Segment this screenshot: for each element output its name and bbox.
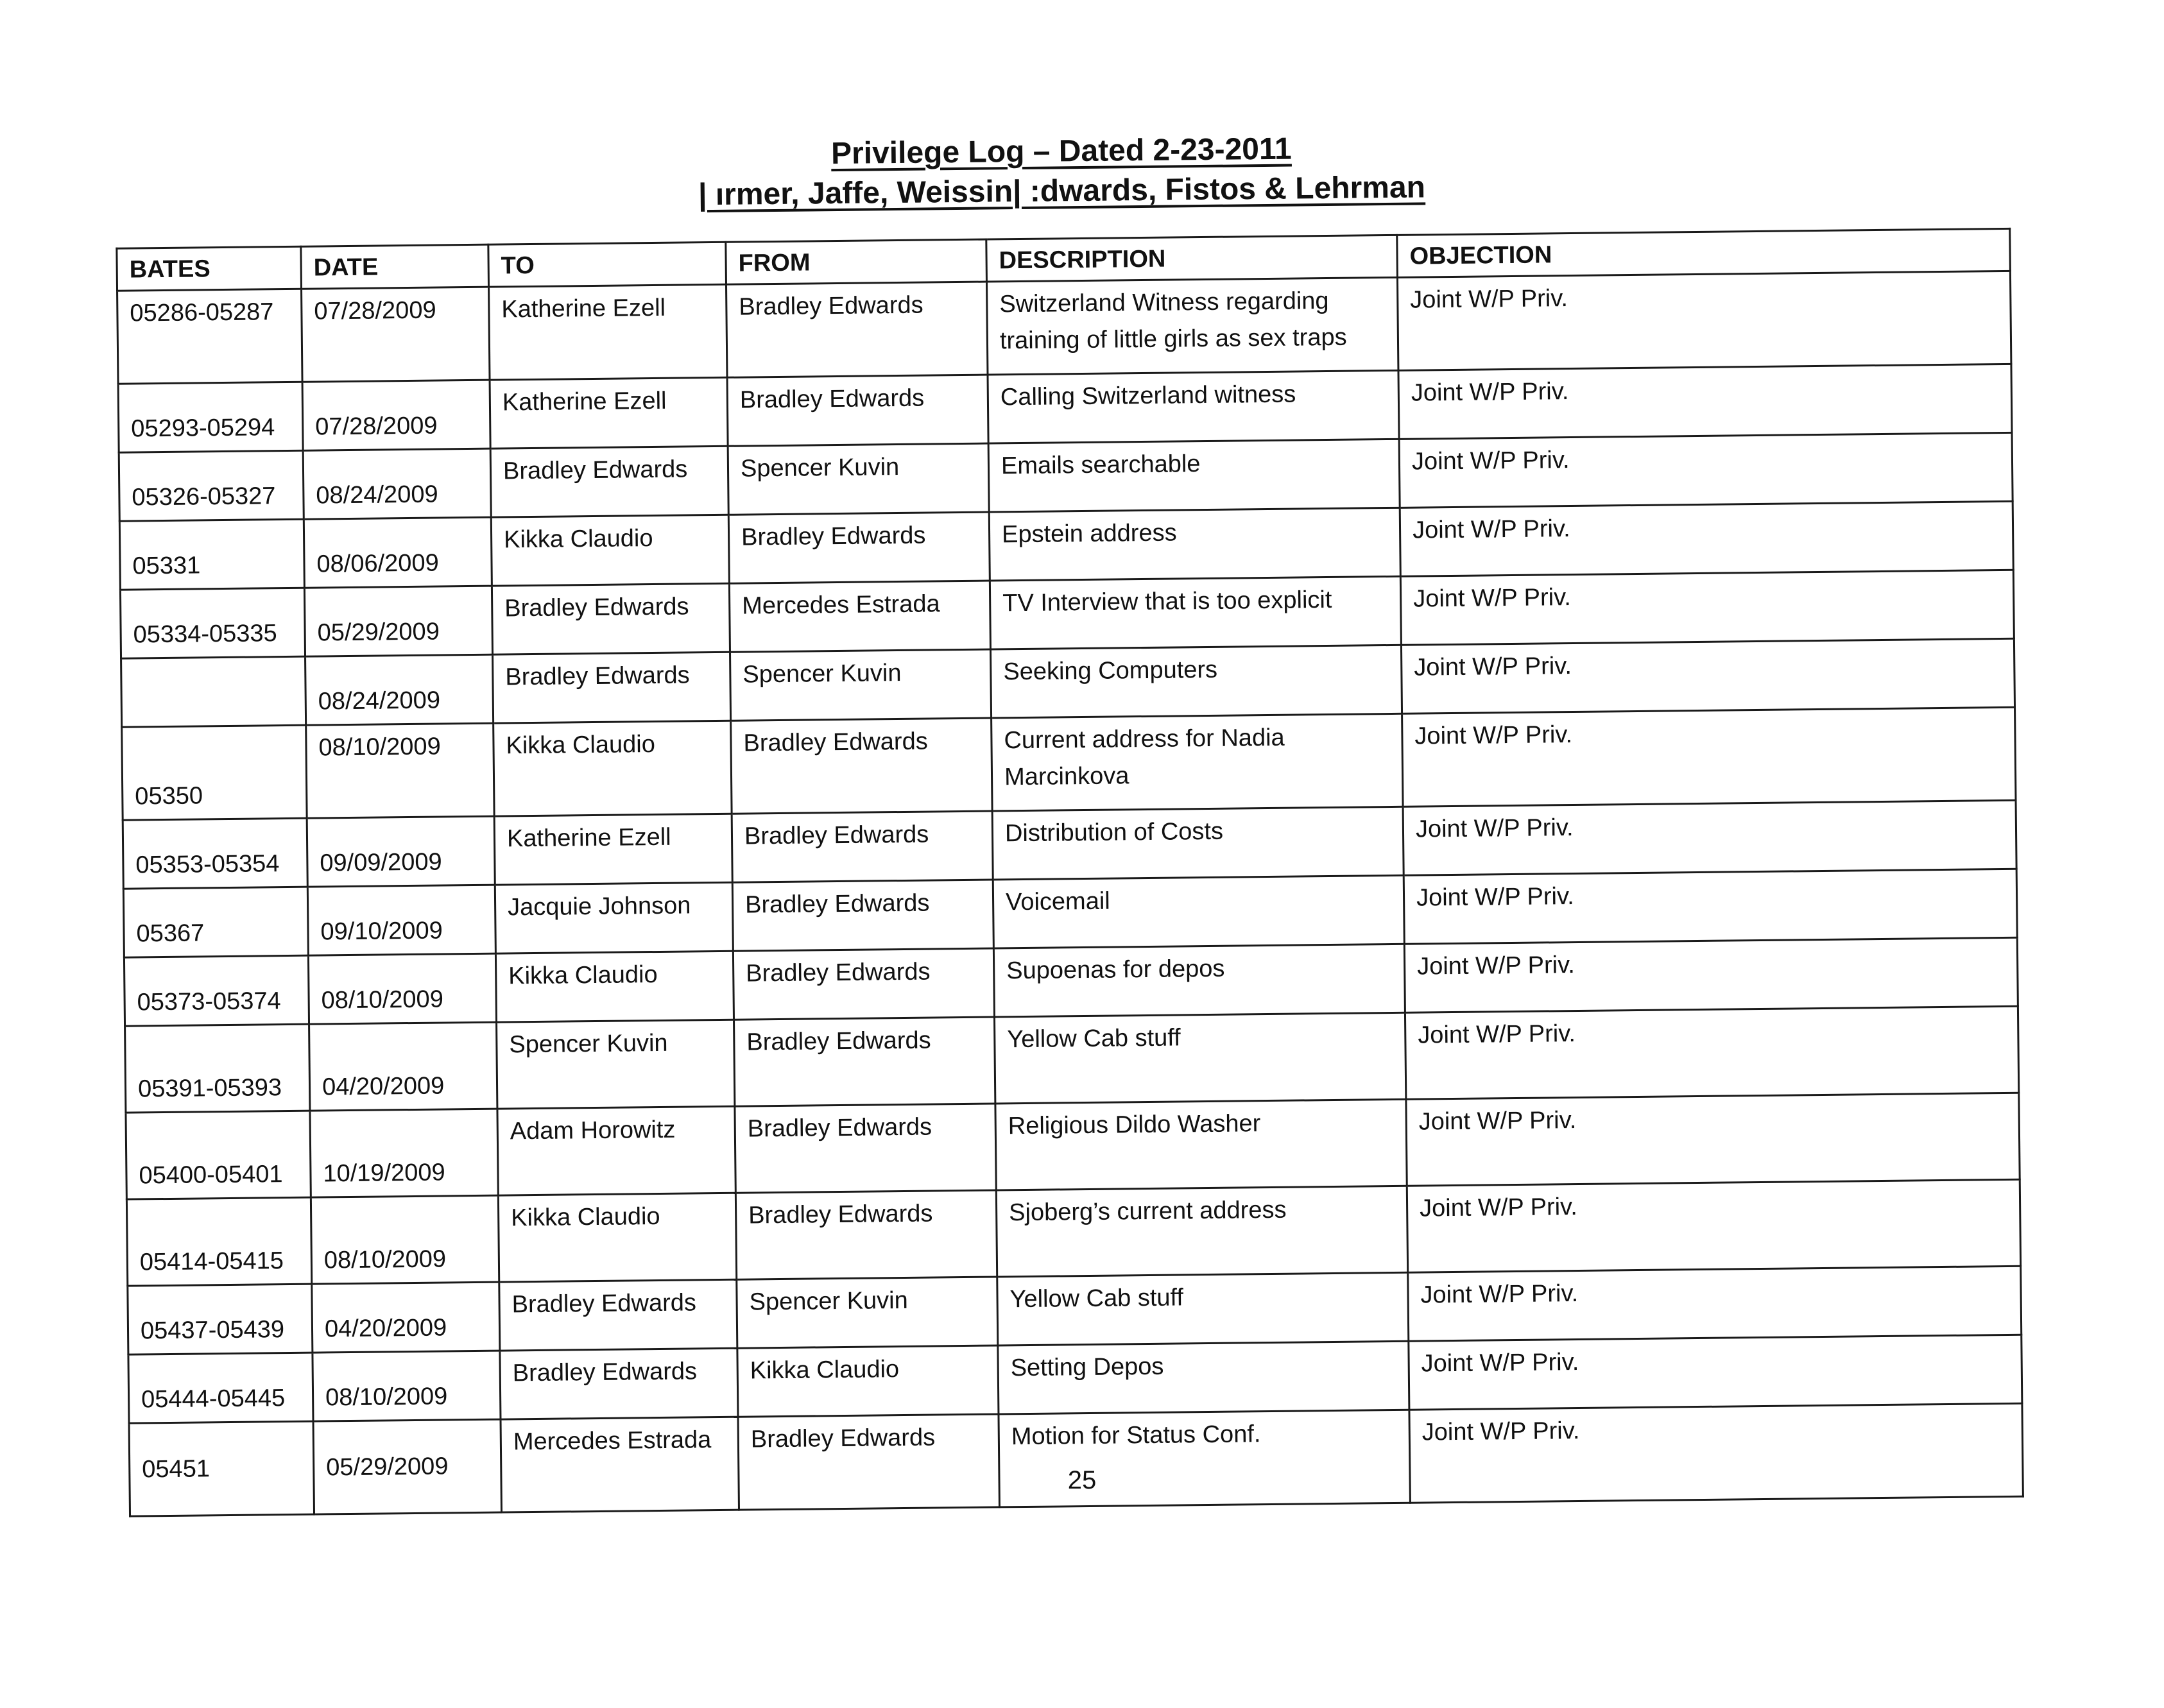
- cell-from: Bradley Edwards: [732, 811, 993, 882]
- cell-description: Religious Dildo Washer: [995, 1099, 1407, 1190]
- cell-from: Bradley Edwards: [726, 282, 987, 377]
- cell-date: 08/24/2009: [305, 654, 494, 725]
- cell-objection: Joint W/P Priv.: [1405, 1006, 2018, 1099]
- cell-objection: Joint W/P Priv.: [1398, 364, 2012, 439]
- cell-date: 08/10/2009: [313, 1351, 501, 1421]
- cell-from: Bradley Edwards: [731, 718, 992, 814]
- cell-to: Katherine Ezell: [490, 377, 728, 448]
- cell-to: Spencer Kuvin: [497, 1020, 735, 1109]
- cell-to: Kikka Claudio: [498, 1193, 736, 1282]
- cell-from: Spencer Kuvin: [730, 649, 991, 721]
- cell-date: 09/09/2009: [307, 816, 495, 887]
- cell-to: Bradley Edwards: [500, 1348, 738, 1419]
- cell-date: 07/28/2009: [302, 380, 490, 450]
- cell-description: Sjoberg’s current address: [996, 1186, 1407, 1277]
- cell-from: Bradley Edwards: [728, 512, 990, 583]
- cell-description: Current address for Nadia Marcinkova: [992, 713, 1403, 811]
- table-row: [129, 1403, 2023, 1516]
- cell-objection: Joint W/P Priv.: [1408, 1266, 2022, 1341]
- cell-from: Bradley Edwards: [735, 1104, 996, 1193]
- cell-objection: Joint W/P Priv.: [1406, 1093, 2020, 1186]
- cell-objection: Joint W/P Priv.: [1402, 707, 2016, 807]
- cell-objection: Joint W/P Priv.: [1401, 638, 2014, 713]
- cell-to: Bradley Edwards: [490, 446, 728, 517]
- cell-bates: 05334-05335: [120, 588, 305, 658]
- cell-date: 08/10/2009: [308, 953, 496, 1024]
- cell-from: Bradley Edwards: [727, 375, 988, 446]
- cell-bates: 05326-05327: [119, 450, 304, 521]
- cell-description: Calling Switzerland witness: [988, 370, 1399, 443]
- cell-bates: 05437-05439: [128, 1284, 313, 1354]
- page-title: Privilege Log – Dated 2-23-2011: [830, 132, 1292, 171]
- cell-bates: 05367: [123, 887, 308, 957]
- cell-to: Kikka Claudio: [494, 721, 732, 816]
- cell-from: Mercedes Estrada: [729, 581, 990, 652]
- cell-from: Spencer Kuvin: [728, 443, 989, 515]
- cell-date: 09/10/2009: [307, 885, 495, 955]
- page-number: 25: [1067, 1466, 1097, 1494]
- cell-description: Supoenas for depos: [993, 944, 1405, 1017]
- cell-bates: 05293-05294: [118, 382, 303, 452]
- cell-from: Bradley Edwards: [738, 1414, 999, 1510]
- cell-to: Katherine Ezell: [489, 284, 727, 380]
- cell-from: Kikka Claudio: [737, 1345, 999, 1417]
- cell-objection: Joint W/P Priv.: [1403, 800, 2016, 875]
- cell-date: 08/24/2009: [303, 448, 491, 519]
- cell-description: Voicemail: [993, 875, 1404, 948]
- cell-description: Emails searchable: [988, 439, 1400, 512]
- cell-from: Bradley Edwards: [733, 948, 994, 1020]
- cell-date: 10/19/2009: [310, 1109, 498, 1197]
- cell-bates: 05391-05393: [125, 1024, 310, 1113]
- cell-description: Distribution of Costs: [992, 807, 1404, 880]
- cell-bates: 05414-05415: [126, 1197, 311, 1286]
- cell-objection: Joint W/P Priv.: [1397, 271, 2011, 370]
- cell-date: 08/10/2009: [311, 1195, 499, 1284]
- column-header-description: DESCRIPTION: [986, 235, 1398, 282]
- cell-bates: 05286-05287: [117, 289, 303, 384]
- column-header-from: FROM: [726, 239, 987, 284]
- cell-from: Bradley Edwards: [732, 880, 993, 951]
- cell-date: 08/10/2009: [306, 723, 495, 818]
- cell-to: Kikka Claudio: [495, 951, 734, 1022]
- cell-from: Bradley Edwards: [734, 1017, 995, 1106]
- privilege-log-table: [116, 228, 2024, 1517]
- cell-date: 07/28/2009: [302, 287, 490, 382]
- cell-date: 08/06/2009: [304, 517, 492, 588]
- cell-bates: 05350: [122, 725, 307, 820]
- cell-date: 05/29/2009: [313, 1419, 502, 1514]
- cell-description: Switzerland Witness regarding training of little girls as sex traps: [986, 277, 1398, 375]
- cell-to: Adam Horowitz: [497, 1106, 735, 1195]
- cell-bates: 05400-05401: [126, 1111, 311, 1199]
- cell-objection: Joint W/P Priv.: [1404, 869, 2017, 944]
- column-header-bates: BATES: [117, 246, 302, 291]
- cell-bates: 05331: [119, 519, 304, 590]
- cell-from: Spencer Kuvin: [737, 1277, 998, 1348]
- cell-objection: Joint W/P Priv.: [1409, 1335, 2022, 1410]
- cell-bates: 05451: [129, 1421, 314, 1516]
- cell-objection: Joint W/P Priv.: [1399, 432, 2013, 508]
- column-header-date: DATE: [301, 244, 489, 289]
- cell-bates: 05353-05354: [123, 818, 307, 889]
- page-subtitle: | ırmer, Jaffe, Weissin| :dwards, Fistos & Lehrman: [698, 170, 1426, 212]
- cell-objection: Joint W/P Priv.: [1400, 501, 2013, 576]
- cell-date: 04/20/2009: [309, 1022, 497, 1111]
- document-header: [115, 122, 2009, 222]
- cell-to: Katherine Ezell: [494, 814, 732, 885]
- cell-date: 05/29/2009: [304, 586, 492, 656]
- cell-to: Mercedes Estrada: [501, 1417, 739, 1512]
- cell-description: Setting Depos: [998, 1341, 1409, 1414]
- cell-to: Kikka Claudio: [491, 515, 729, 586]
- column-header-to: TO: [488, 242, 726, 287]
- cell-objection: Joint W/P Priv.: [1409, 1403, 2023, 1503]
- cell-to: Bradley Edwards: [492, 583, 730, 654]
- column-header-objection: OBJECTION: [1397, 228, 2011, 277]
- cell-to: Jacquie Johnson: [495, 882, 733, 953]
- cell-description: Yellow Cab stuff: [997, 1272, 1409, 1345]
- cell-description: Yellow Cab stuff: [994, 1012, 1405, 1104]
- cell-bates: [121, 656, 306, 727]
- cell-to: Bradley Edwards: [499, 1279, 737, 1351]
- cell-bates: 05444-05445: [128, 1353, 313, 1423]
- cell-bates: 05373-05374: [124, 955, 309, 1026]
- cell-from: Bradley Edwards: [735, 1190, 997, 1279]
- cell-objection: Joint W/P Priv.: [1400, 570, 2014, 645]
- cell-objection: Joint W/P Priv.: [1404, 937, 2018, 1012]
- cell-to: Bradley Edwards: [493, 652, 731, 723]
- cell-description: TV Interview that is too explicit: [990, 576, 1401, 649]
- cell-description: Motion for Status Conf.: [999, 1410, 1410, 1507]
- cell-description: Epstein address: [989, 508, 1400, 581]
- cell-description: Seeking Computers: [990, 645, 1402, 718]
- cell-objection: Joint W/P Priv.: [1407, 1179, 2020, 1272]
- cell-date: 04/20/2009: [312, 1282, 500, 1353]
